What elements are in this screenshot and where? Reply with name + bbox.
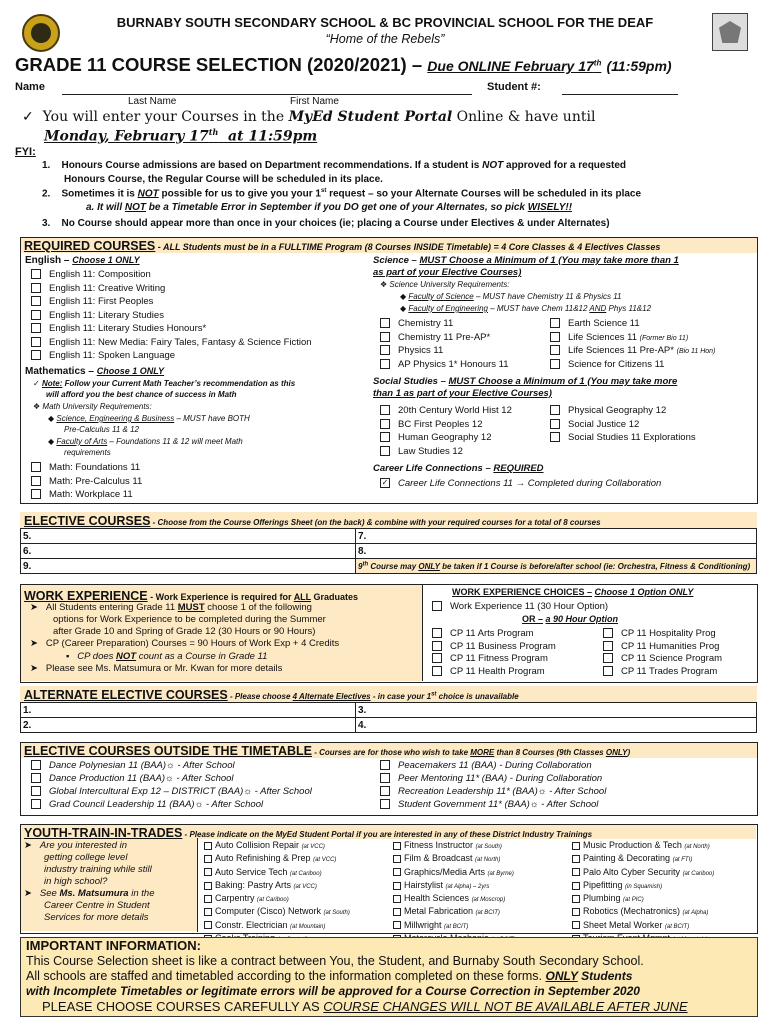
elective-grid [20, 528, 757, 574]
math-note: ✓ Note: Follow your Current Math Teacher’s recommendation as this [33, 379, 296, 388]
trade-checkbox[interactable] [393, 855, 401, 863]
trade-checkbox[interactable] [393, 868, 401, 876]
english-list: English 11: Composition English 11: Creative Writing English 11: First Peoples English 11: Literary Studies English 11: Literary Studies Honours* English 11: New Media: Fairy Tales, Fantasy & Science Fiction English 11: Spoken Language [31, 269, 312, 364]
science-checkbox[interactable] [380, 359, 390, 369]
english-checkbox[interactable] [31, 323, 41, 333]
science-checkbox[interactable] [380, 345, 390, 355]
social-checkbox[interactable] [550, 405, 560, 415]
cp-checkbox[interactable] [603, 628, 613, 638]
fyi-label: FYI: [15, 146, 36, 158]
science-heading-2: as part of your Elective Courses) [373, 267, 522, 278]
alternate-slot-1[interactable]: 1. [21, 703, 356, 718]
math-checkbox[interactable] [31, 476, 41, 486]
online-instruction: ✓ You will enter your Courses in the MyEd Student Portal Online & have until [22, 109, 596, 125]
trade-checkbox[interactable] [393, 882, 401, 890]
work-bullet-1b: options for Work Experience to be completed during the Summer [53, 614, 326, 625]
important-line-1: This Course Selection sheet is like a contract between You, the Student, and Burnaby South Secondary School. [26, 954, 644, 968]
cp-checkbox[interactable] [603, 641, 613, 651]
trade-checkbox[interactable] [204, 855, 212, 863]
outside-checkbox[interactable] [380, 773, 390, 783]
school-motto: “Home of the Rebels” [325, 32, 445, 46]
social-checkbox[interactable] [380, 419, 390, 429]
trade-checkbox[interactable] [393, 921, 401, 929]
elective-header: ELECTIVE COURSES - Choose from the Course Offerings Sheet (on the back) & combine with your required courses for a total of 8 courses [24, 514, 601, 528]
page-title: GRADE 11 COURSE SELECTION (2020/2021) – Due ONLINE February 17th (11:59pm) [15, 54, 672, 75]
math-list: Math: Foundations 11 Math: Pre-Calculus 11 Math: Workplace 11 [31, 462, 142, 503]
fyi-3: 3. No Course should appear more than once in your choices (ie; placing a Course under Electives & under Alternates) [42, 218, 610, 229]
outside-checkbox[interactable] [380, 799, 390, 809]
cp-checkbox[interactable] [432, 628, 442, 638]
cp-checkbox[interactable] [603, 653, 613, 663]
required-courses-header: REQUIRED COURSES - ALL Students must be in a FULLTIME Program (8 Courses INSIDE Timetable) = 4 Core Classes & 4 Electives Classes [24, 239, 661, 253]
important-title: IMPORTANT INFORMATION: [26, 938, 201, 953]
alternate-slot-4[interactable]: 4. [356, 718, 757, 733]
we11-checkbox[interactable] [432, 601, 442, 611]
social-heading-2: than 1 as part of your Elective Courses) [373, 388, 552, 399]
science-checkbox[interactable] [550, 332, 560, 342]
english-checkbox[interactable] [31, 310, 41, 320]
work-experience-11: Work Experience 11 (30 Hour Option) [432, 601, 608, 612]
alternate-grid [20, 702, 757, 733]
trade-checkbox[interactable] [572, 895, 580, 903]
outside-checkbox[interactable] [380, 760, 390, 770]
science-checkbox[interactable] [550, 345, 560, 355]
trade-checkbox[interactable] [393, 842, 401, 850]
alternate-header: ALTERNATE ELECTIVE COURSES - Please choose 4 Alternate Electives - in case your 1st choice is unavailable [24, 688, 519, 702]
elective-slot-9[interactable]: 9. [21, 559, 356, 574]
math-checkbox[interactable] [31, 489, 41, 499]
trade-checkbox[interactable] [204, 908, 212, 916]
math-checkbox[interactable] [31, 462, 41, 472]
elective-slot-5[interactable]: 5. [21, 529, 356, 544]
elective-slot-8[interactable]: 8. [356, 544, 757, 559]
student-number-label: Student #: [487, 81, 541, 93]
math-univ-1b: Pre-Calculus 11 & 12 [64, 425, 139, 434]
social-heading: Social Studies – MUST Choose a Minimum of 1 (You may take more [373, 376, 678, 387]
english-checkbox[interactable] [31, 296, 41, 306]
science-checkbox[interactable] [380, 332, 390, 342]
english-checkbox[interactable] [31, 350, 41, 360]
outside-checkbox[interactable] [31, 786, 41, 796]
youth-header: YOUTH-TRAIN-IN-TRADES - Please indicate on the MyEd Student Portal if you are interested in any of these District Industry Trainings [24, 826, 593, 840]
youth-bullets: ➤ Are you interested in getting college level industry training while still in high school? ➤ See Ms. Matsumura in the Career Centre in Student Services for more details [24, 840, 155, 923]
math-univ-2b: requirements [64, 448, 111, 457]
english-checkbox[interactable] [31, 283, 41, 293]
math-heading: Mathematics – Choose 1 ONLY [25, 366, 165, 377]
fyi-1b: Honours Course, the Regular Course will be scheduled in its place. [64, 174, 383, 185]
elective-slot-6[interactable]: 6. [21, 544, 356, 559]
fyi-2a: a. It will NOT be a Timetable Error in September if you DO get one of your Alternates, so pick WISELY!! [86, 202, 573, 213]
career-item: ✓ Career Life Connections 11 → Completed during Collaboration [381, 478, 662, 489]
outside-checkbox[interactable] [31, 773, 41, 783]
ninth-course-note: 9th Course may ONLY be taken if 1 Course is before/after school (ie: Orchestra, Fitness & Conditioning) [356, 559, 757, 574]
work-choices-heading: WORK EXPERIENCE CHOICES – Choose 1 Option ONLY [452, 587, 694, 597]
science-checkbox[interactable] [380, 318, 390, 328]
math-univ: ❖ Math University Requirements: [33, 402, 152, 411]
fyi-2: 2. Sometimes it is NOT possible for us to give you your 1st request – so your Alternate Courses will be scheduled in its place [42, 188, 642, 200]
social-list-left: 20th Century World Hist 12 BC First Peoples 12 Human Geography 12 Law Studies 12 [380, 405, 512, 459]
trade-checkbox[interactable] [393, 908, 401, 916]
trade-checkbox[interactable] [204, 882, 212, 890]
social-checkbox[interactable] [550, 419, 560, 429]
english-checkbox[interactable] [31, 269, 41, 279]
youth-col-3: Music Production & Tech (at North) Painting & Decorating (at FTI) Palo Alto Cyber Security (at Cariboo) Pipefitting (in Squamish) Plumbing (at PIC) Robotics (Mechatronics) (at Alpha) Sheet Metal Worker (at BCIT) [572, 840, 714, 946]
school-name: BURNABY SOUTH SECONDARY SCHOOL & BC PROVINCIAL SCHOOL FOR THE DEAF [116, 15, 654, 30]
trade-checkbox[interactable] [572, 855, 580, 863]
math-note-2: will afford you the best chance of success in Math [46, 390, 237, 399]
last-name-caption: Last Name [128, 96, 177, 107]
trade-checkbox[interactable] [572, 882, 580, 890]
science-list-left: Chemistry 11 Chemistry 11 Pre-AP* Physics 11 AP Physics 1* Honours 11 [380, 318, 509, 372]
sci-univ: ❖ Science University Requirements: [380, 280, 510, 289]
career-checked-checkbox[interactable]: ✓ [381, 478, 389, 488]
sci-univ-2: ◆ Faculty of Engineering – MUST have Chem 11&12 AND Phys 11&12 [400, 304, 652, 313]
name-field[interactable] [62, 94, 472, 95]
outside-list-left: Dance Polynesian 11 (BAA)☼ - After School Dance Production 11 (BAA)☼ - After School Global Intercultural Exp 12 – DISTRICT (BAA)☼ - After School Grad Council Leadership 11 (BAA)☼ - After School [31, 760, 312, 812]
trade-checkbox[interactable] [204, 895, 212, 903]
sci-univ-1: ◆ Faculty of Science – MUST have Chemistry 11 & Physics 11 [400, 292, 622, 301]
youth-col-1: Auto Collision Repair (at VCC) Auto Refinishing & Prep (at VCC) Auto Service Tech (at Cariboo) Baking: Pastry Arts (at VCC) Carpentry (at Cariboo) Computer (Cisco) Network (at South) Constr. Electrician (at Mountain) [204, 840, 350, 946]
work-bullet-2: ➤ CP (Career Preparation) Courses = 90 Hours of Work Exp + 4 Credits [30, 638, 340, 649]
career-heading: Career Life Connections – REQUIRED [373, 463, 544, 474]
or-90-hour: OR – a 90 Hour Option [522, 614, 619, 624]
math-univ-2: ◆ Faculty of Arts – Foundations 11 & 12 will meet Math [48, 437, 243, 446]
science-heading: Science – MUST Choose a Minimum of 1 (You may take more than 1 [373, 255, 679, 266]
trade-checkbox[interactable] [204, 921, 212, 929]
outside-checkbox[interactable] [31, 760, 41, 770]
first-name-caption: First Name [290, 96, 339, 107]
work-bullet-2b: ▪ CP does NOT count as a Course in Grade 11 [66, 651, 268, 662]
work-bullet-1: ➤ All Students entering Grade 11 MUST choose 1 of the following [30, 602, 312, 613]
outside-header: ELECTIVE COURSES OUTSIDE THE TIMETABLE - Courses are for those who wish to take MORE than 8 Courses (9th Classes ONLY) [24, 744, 631, 758]
outside-list-right: Peacemakers 11 (BAA) - During Collaboration Peer Mentoring 11* (BAA) - During Collaboration Recreation Leadership 11* (BAA)☼ - After School Student Government 11* (BAA)☼ - After School [380, 760, 606, 812]
english-checkbox[interactable] [31, 337, 41, 347]
student-number-field[interactable] [562, 94, 678, 95]
trade-checkbox[interactable] [572, 921, 580, 929]
online-deadline: Monday, February 17th at 11:59pm [44, 127, 318, 145]
work-bullet-1c: after Grade 10 and Spring of Grade 12 (30 Hours or 90 Hours) [53, 626, 316, 637]
name-label: Name [15, 81, 45, 93]
trade-checkbox[interactable] [204, 868, 212, 876]
trade-checkbox[interactable] [204, 842, 212, 850]
trade-checkbox[interactable] [572, 868, 580, 876]
math-univ-1: ◆ Science, Engineering & Business – MUST have BOTH [48, 414, 250, 423]
alternate-slot-3[interactable]: 3. [356, 703, 757, 718]
fyi-1: 1. Honours Course admissions are based on Department recommendations. If a student is NOT approved for a requested [42, 160, 627, 171]
cp-checkbox[interactable] [432, 653, 442, 663]
english-heading: English – Choose 1 ONLY [25, 255, 140, 266]
social-checkbox[interactable] [380, 446, 390, 456]
important-line-4: PLEASE CHOOSE COURSES CAREFULLY AS COURSE CHANGES WILL NOT BE AVAILABLE AFTER JUNE [42, 999, 688, 1014]
outside-checkbox[interactable] [31, 799, 41, 809]
important-line-2: All schools are staffed and timetabled according to the information completed on these forms. ONLY Students [26, 969, 633, 983]
trade-checkbox[interactable] [572, 842, 580, 850]
youth-col-2: Fitness Instructor (at South) Film & Broadcast (at North) Graphics/Media Arts (at Byrne) Hairstylist (at Alpha) – 2yrs Health Sciences (at Moscrop) Metal Fabrication (at BCIT) Millwright (at BCIT) [393, 840, 515, 946]
social-checkbox[interactable] [550, 432, 560, 442]
outside-checkbox[interactable] [380, 786, 390, 796]
checkmark-icon: ✓ [22, 109, 34, 125]
social-list-right: Physical Geography 12 Social Justice 12 Social Studies 11 Explorations [550, 405, 696, 446]
cp-checkbox[interactable] [432, 641, 442, 651]
science-checkbox[interactable] [550, 359, 560, 369]
social-checkbox[interactable] [380, 432, 390, 442]
trade-checkbox[interactable] [572, 908, 580, 916]
cp-list-right: CP 11 Hospitality Prog CP 11 Humanities Prog CP 11 Science Program CP 11 Trades Program [603, 628, 722, 678]
science-checkbox[interactable] [550, 318, 560, 328]
social-checkbox[interactable] [380, 405, 390, 415]
cp-checkbox[interactable] [432, 666, 442, 676]
trade-checkbox[interactable] [393, 895, 401, 903]
work-bullet-3: ➤ Please see Ms. Matsumura or Mr. Kwan for more details [30, 663, 283, 674]
cp-checkbox[interactable] [603, 666, 613, 676]
science-list-right: Earth Science 11 Life Sciences 11 (Former Bio 11) Life Sciences 11 Pre-AP* (Bio 11 Hon) Science for Citizens 11 [550, 318, 715, 372]
cp-list-left: CP 11 Arts Program CP 11 Business Program CP 11 Fitness Program CP 11 Health Program [432, 628, 556, 678]
work-header: WORK EXPERIENCE - Work Experience is required for ALL Graduates [24, 589, 359, 603]
elective-slot-7[interactable]: 7. [356, 529, 757, 544]
alternate-slot-2[interactable]: 2. [21, 718, 356, 733]
important-line-3: with Incomplete Timetables or legitimate errors will be approved for a Course Correction in September 2020 [26, 984, 640, 998]
